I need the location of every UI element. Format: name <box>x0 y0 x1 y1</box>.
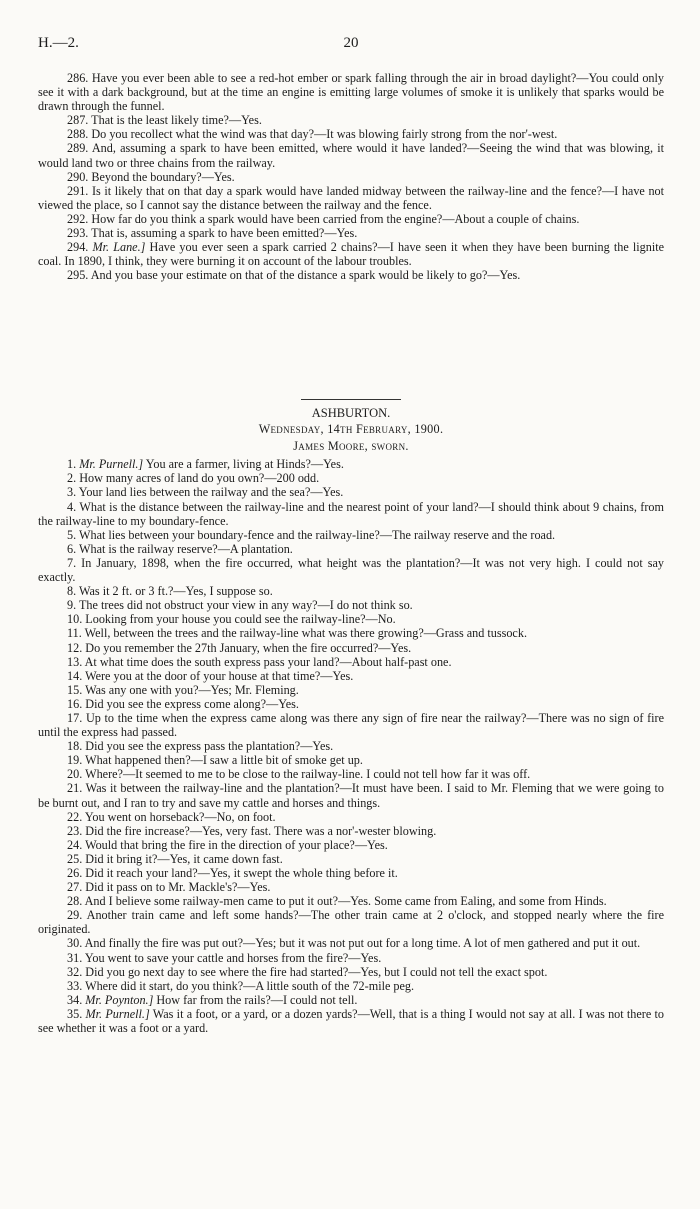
question-entry <box>38 838 664 852</box>
question-number: 292. <box>67 211 89 226</box>
question-number: 23. <box>67 823 83 838</box>
question-number: 30. <box>67 936 83 951</box>
question-text: Did it pass on to Mr. Mackle's?—Yes. <box>85 880 271 895</box>
question-text: Were you at the door of your house at that time?—Yes. <box>85 668 354 683</box>
question-number: 22. <box>67 809 83 824</box>
question-text: What is the railway reserve?—A plantation. <box>78 541 293 556</box>
question-text: That is, assuming a spark to have been emitted?—Yes. <box>91 226 358 241</box>
question-entry <box>38 641 664 655</box>
question-text: How many acres of land do you own?—200 odd. <box>79 471 320 486</box>
question-number: 6. <box>67 541 77 556</box>
question-entry <box>38 226 664 240</box>
question-text: Did it reach your land?—Yes, it swept the whole thing before it. <box>85 866 398 880</box>
document-reference: H.—2. <box>38 35 79 51</box>
question-entry <box>38 485 664 499</box>
question-number: 35. <box>67 1006 83 1021</box>
section-heading: ASHBURTON. <box>311 406 391 420</box>
question-entry <box>38 240 664 268</box>
question-text: You are a farmer, living at Hinds?—Yes. <box>145 457 344 472</box>
question-text: Where did it start, do you think?—A little south of the 72-mile peg. <box>85 978 415 993</box>
question-text: What happened then?—I saw a little bit of smoke get up. <box>85 753 363 768</box>
question-text: How far from the rails?—I could not tell. <box>156 992 358 1007</box>
question-text: Was any one with you?—Yes; Mr. Fleming. <box>85 682 299 697</box>
question-text: Did you see the express come along?—Yes. <box>85 696 299 711</box>
question-text: You went on horseback?—No, on foot. <box>84 809 276 824</box>
question-number: 290. <box>67 169 89 184</box>
question-number: 24. <box>67 837 83 852</box>
question-entry <box>38 979 664 993</box>
question-text: Did it bring it?—Yes, it came down fast. <box>85 851 283 866</box>
question-number: 8. <box>67 584 77 599</box>
question-number: 18. <box>67 739 83 754</box>
question-text: And finally the fire was put out?—Yes; but it was not put out for a long time. A lot of men gathered and put it out. <box>84 936 641 951</box>
question-text: Do you recollect what the wind was that day?—It was blowing fairly strong from the nor'-west. <box>91 127 558 142</box>
question-number: 3. <box>67 485 77 500</box>
testimony-list <box>38 457 664 1035</box>
question-number: 19. <box>67 753 83 768</box>
question-entry <box>38 697 664 711</box>
question-entry <box>38 528 664 542</box>
question-text: Was it between the railway-line and the plantation?—It must have been. I said to Mr. Fleming that we were going to be burnt out, and I ran to try and save my cattle and horses and things. <box>38 781 664 810</box>
question-entry <box>38 711 664 739</box>
question-entry <box>38 141 664 169</box>
question-number: 14. <box>67 668 83 683</box>
question-entry <box>38 127 664 141</box>
question-entry <box>38 556 664 584</box>
witness-line: James Moore, sworn. <box>293 439 409 454</box>
question-number: 31. <box>67 950 83 965</box>
question-text: Is it likely that on that day a spark would have landed midway between the railway-line and the fence?—I have not viewed the place, so I cannot say the distance between the railway and the fence. <box>38 183 665 212</box>
question-number: 28. <box>67 894 83 909</box>
question-entry <box>38 584 664 598</box>
question-entry <box>38 612 664 626</box>
question-text: Where?—It seemed to me to be close to the railway-line. I could not tell how far it was off. <box>85 767 531 782</box>
question-entry <box>38 810 664 824</box>
question-entry <box>38 655 664 669</box>
question-number: 289. <box>67 141 89 156</box>
question-text: That is the least likely time?—Yes. <box>91 113 262 128</box>
question-entry <box>38 683 664 697</box>
question-number: 12. <box>67 640 83 655</box>
question-entry <box>38 965 664 979</box>
question-number: 9. <box>67 598 77 613</box>
question-number: 5. <box>67 527 77 542</box>
question-number: 11. <box>67 626 82 641</box>
page-header <box>38 36 662 54</box>
question-text: Would that bring the fire in the direction of your place?—Yes. <box>85 837 388 852</box>
question-text: And you base your estimate on that of the distance a spark would be likely to go?—Yes. <box>90 268 521 283</box>
question-entry <box>38 781 664 809</box>
question-entry <box>38 866 664 880</box>
question-text: Beyond the boundary?—Yes. <box>91 169 235 184</box>
question-entry <box>38 669 664 683</box>
speaker-label: Mr. Poynton.] <box>85 992 154 1007</box>
question-text: Looking from your house you could see the railway-line?—No. <box>85 612 396 627</box>
question-entry <box>38 951 664 965</box>
question-number: 293. <box>67 226 89 241</box>
question-entry <box>38 457 664 471</box>
question-number: 20. <box>67 767 83 782</box>
question-entry <box>38 894 664 908</box>
question-number: 17. <box>67 710 83 725</box>
section-divider <box>301 399 401 400</box>
question-text: Do you remember the 27th January, when the fire occurred?—Yes. <box>85 640 412 655</box>
question-entry <box>38 212 664 226</box>
question-number: 34. <box>67 992 83 1007</box>
question-entry <box>38 500 664 528</box>
question-entry <box>38 471 664 485</box>
question-number: 1. <box>67 457 77 472</box>
question-number: 27. <box>67 880 83 895</box>
page-number: 20 <box>343 35 359 51</box>
question-text: Was it a foot, or a yard, or a dozen yards?—Well, that is a thing I would not say at all. I was not there to see whether it was a foot or a yard. <box>38 1006 665 1036</box>
question-number: 10. <box>67 612 83 627</box>
question-number: 13. <box>67 654 83 669</box>
question-entry <box>38 268 664 282</box>
question-text: Up to the time when the express came along was there any sign of fire near the railway?—There was no sign of fire until the express had passed. <box>38 710 665 740</box>
question-entry <box>38 880 664 894</box>
question-number: 15. <box>67 682 83 697</box>
question-text: And, assuming a spark to have been emitted, where would it have landed?—Seeing the wind that was blowing, it would land two or three chains from the railway. <box>38 141 664 170</box>
question-entry <box>38 753 664 767</box>
question-number: 7. <box>67 555 77 570</box>
question-text: You went to save your cattle and horses from the fire?—Yes. <box>84 950 382 965</box>
question-text: At what time does the south express pass your land?—About half-past one. <box>84 654 452 669</box>
question-text: Have you ever seen a spark carried 2 chains?—I have seen it when they have been burning the lignite coal. In 1890, I think, they were burning it on account of the labour troubles. <box>38 240 665 269</box>
question-entry <box>38 1007 664 1035</box>
ashburton-section <box>38 379 664 1035</box>
question-entry <box>38 170 664 184</box>
question-text: Another train came and left some hands?—The other train came at 2 o'clock, and stopped nearly where the fire originated. <box>38 908 664 937</box>
question-entry <box>38 936 664 950</box>
question-entry <box>38 824 664 838</box>
question-entry <box>38 626 664 640</box>
question-number: 33. <box>67 978 83 993</box>
speaker-label: Mr. Purnell.] <box>79 457 144 472</box>
question-entry <box>38 184 664 212</box>
question-text: The trees did not obstruct your view in any way?—I do not think so. <box>78 598 413 613</box>
question-number: 288. <box>67 127 89 142</box>
question-entry <box>38 739 664 753</box>
question-text: Well, between the trees and the railway-line what was there growing?—Grass and tussock. <box>84 626 527 641</box>
question-entry <box>38 542 664 556</box>
question-text: And I believe some railway-men came to put it out?—Yes. Some came from Ealing, and some from Hinds. <box>84 894 607 909</box>
question-text: Did the fire increase?—Yes, very fast. There was a nor'-wester blowing. <box>85 823 437 838</box>
question-text: Your land lies between the railway and the sea?—Yes. <box>78 485 344 500</box>
question-number: 2. <box>67 471 77 486</box>
question-text: In January, 1898, when the fire occurred, what height was the plantation?—It was not very high. I could not say exactly. <box>38 555 664 585</box>
question-text: Did you see the express pass the plantation?—Yes. <box>85 739 334 754</box>
question-number: 287. <box>67 113 89 128</box>
question-number: 291. <box>67 183 89 198</box>
question-number: 21. <box>67 781 83 796</box>
question-entry <box>38 852 664 866</box>
question-entry <box>38 113 664 127</box>
question-entry <box>38 993 664 1007</box>
question-number: 25. <box>67 851 83 866</box>
question-text: Have you ever been able to see a red-hot ember or spark falling through the air in broad daylight?—You could only see it with a dark background, but at the time an engine is emitting large volumes of smoke it is unlikely that sparks would be drawn through the funnel. <box>38 71 665 114</box>
question-number: 294. <box>67 240 89 255</box>
question-number: 295. <box>67 268 89 283</box>
question-entry <box>38 598 664 612</box>
question-text: What lies between your boundary-fence and the railway-line?—The railway reserve and the road. <box>78 527 556 542</box>
testimony-continued <box>38 71 664 282</box>
question-number: 16. <box>67 696 83 711</box>
question-text: Did you go next day to see where the fire had started?—Yes, but I could not tell the exact spot. <box>85 964 548 979</box>
question-entry <box>38 908 664 936</box>
question-number: 26. <box>67 866 83 880</box>
question-number: 286. <box>67 71 89 85</box>
session-date: Wednesday, 14th February, 1900. <box>258 422 444 437</box>
speaker-label: Mr. Purnell.] <box>85 1006 150 1021</box>
question-text: What is the distance between the railway-line and the nearest point of your land?—I should think about 9 chains, from the railway-line to my boundary-fence. <box>38 499 665 528</box>
question-number: 29. <box>67 908 83 923</box>
question-entry <box>38 767 664 781</box>
speaker-label: Mr. Lane.] <box>92 240 146 255</box>
question-number: 32. <box>67 964 83 979</box>
question-text: Was it 2 ft. or 3 ft.?—Yes, I suppose so. <box>78 584 273 599</box>
question-number: 4. <box>67 499 77 514</box>
question-entry <box>38 71 664 113</box>
question-text: How far do you think a spark would have been carried from the engine?—About a couple of chains. <box>91 211 580 226</box>
